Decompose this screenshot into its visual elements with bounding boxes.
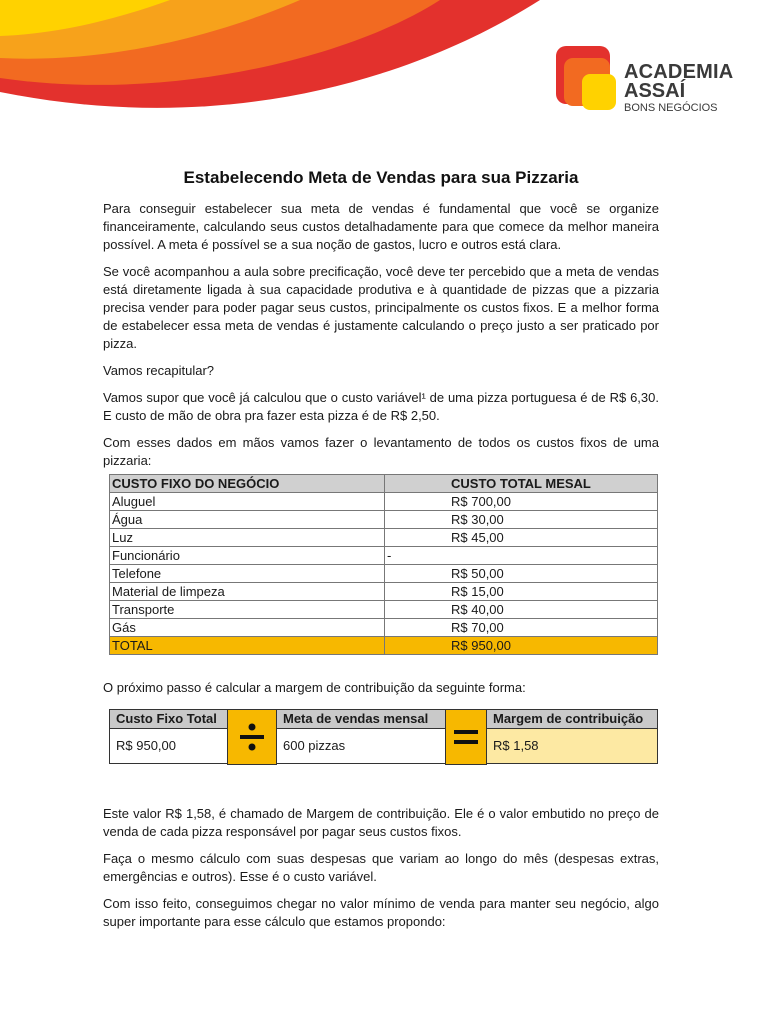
divide-icon xyxy=(239,722,265,752)
cost-item-name: Gás xyxy=(110,619,385,637)
fixed-cost-label: Custo Fixo Total xyxy=(110,710,227,729)
column-header-monthly-total: CUSTO TOTAL MESAL xyxy=(385,475,658,493)
equals-operator xyxy=(445,709,487,765)
contribution-margin-formula xyxy=(109,709,658,765)
table-row xyxy=(110,565,658,583)
cost-item-name: Telefone xyxy=(110,565,385,583)
header-wave-graphic xyxy=(0,0,540,160)
fixed-cost-box xyxy=(109,709,228,764)
paragraph-variable-expenses: Faça o mesmo cálculo com suas despesas que variam ao longo do mês (despesas extras, emergências e outros). Esse é o custo variável. xyxy=(103,851,659,884)
contribution-margin-value: R$ 1,58 xyxy=(493,738,539,753)
fixed-cost-value: R$ 950,00 xyxy=(116,738,176,753)
cost-item-name: Água xyxy=(110,511,385,529)
cost-item-value: R$ 50,00 xyxy=(385,565,658,583)
table-row xyxy=(110,619,658,637)
cost-item-name: Transporte xyxy=(110,601,385,619)
logo-mark-icon xyxy=(554,44,618,114)
table-row xyxy=(110,583,658,601)
cost-item-name: Funcionário xyxy=(110,547,385,565)
fixed-cost-table xyxy=(109,474,658,655)
table-row xyxy=(110,547,658,565)
cost-item-value: R$ 45,00 xyxy=(385,529,658,547)
paragraph-fixed-cost-intro: Com esses dados em mãos vamos fazer o levantamento de todos os custos fixos de uma pizzaria: xyxy=(103,435,659,468)
table-row xyxy=(110,601,658,619)
table-row xyxy=(110,529,658,547)
column-header-cost-item: CUSTO FIXO DO NEGÓCIO xyxy=(110,475,385,493)
contribution-margin-label: Margem de contribuição xyxy=(487,710,657,729)
total-label: TOTAL xyxy=(110,637,385,655)
paragraph-variable-cost: Vamos supor que você já calculou que o custo variável¹ de uma pizza portuguesa é de R$ 6,30. E custo de mão de obra pra fazer esta pizza é de R$ 2,50. xyxy=(103,390,659,423)
page-title: Estabelecendo Meta de Vendas para sua Pizzaria xyxy=(183,168,579,187)
paragraph-intro: Para conseguir estabelecer sua meta de vendas é fundamental que você se organize financeiramente, calculando seus custos detalhadamente para que comece da melhor maneira possível. A meta é possível se a sua noção de gastos, lucro e outros está clara. xyxy=(103,201,659,252)
contribution-margin-box xyxy=(486,709,658,764)
cost-item-value: R$ 15,00 xyxy=(385,583,658,601)
logo-tagline: BONS NEGÓCIOS xyxy=(624,102,718,114)
cost-item-value: R$ 30,00 xyxy=(385,511,658,529)
cost-item-name: Aluguel xyxy=(110,493,385,511)
paragraph-pricing: Se você acompanhou a aula sobre precificação, você deve ter percebido que a meta de vendas está diretamente ligada à sua capacidade produtiva e à quantidade de pizzas que a pizzaria precisa vender para poder pagar seus custos, principalmente os custos fixos. E a melhor forma de estabelecer essa meta de vendas é justamente calculando o preço justo a ser praticado por pizza. xyxy=(103,264,659,351)
table-row xyxy=(110,493,658,511)
cost-item-value: R$ 40,00 xyxy=(385,601,658,619)
paragraph-recap: Vamos recapitular? xyxy=(103,363,215,378)
paragraph-next-step: O próximo passo é calcular a margem de contribuição da seguinte forma: xyxy=(103,680,526,695)
divide-operator xyxy=(227,709,277,765)
table-row xyxy=(110,511,658,529)
document-body xyxy=(103,168,659,940)
paragraph-minimum-price: Com isso feito, conseguimos chegar no valor mínimo de venda para manter seu negócio, algo super importante para esse cálculo que estamos propondo: xyxy=(103,896,659,929)
logo-text-academia: ACADEMIA xyxy=(624,61,734,83)
cost-item-value: - xyxy=(385,547,658,565)
sales-goal-box xyxy=(276,709,446,764)
cost-item-name: Luz xyxy=(110,529,385,547)
logo-text-assai: ASSAÍ xyxy=(624,80,686,102)
sales-goal-label: Meta de vendas mensal xyxy=(277,710,445,729)
paragraph-margin-explained: Este valor R$ 1,58, é chamado de Margem de contribuição. Ele é o valor embutido no preço de venda de cada pizza responsável por pagar seus custos fixos. xyxy=(103,806,659,839)
total-value: R$ 950,00 xyxy=(385,637,658,655)
sales-goal-value: 600 pizzas xyxy=(283,738,346,753)
cost-item-name: Material de limpeza xyxy=(110,583,385,601)
equals-icon xyxy=(454,727,478,747)
table-total-row xyxy=(110,637,658,655)
academia-assai-logo xyxy=(554,44,744,114)
table-header-row xyxy=(110,475,658,493)
cost-item-value: R$ 700,00 xyxy=(385,493,658,511)
cost-item-value: R$ 70,00 xyxy=(385,619,658,637)
